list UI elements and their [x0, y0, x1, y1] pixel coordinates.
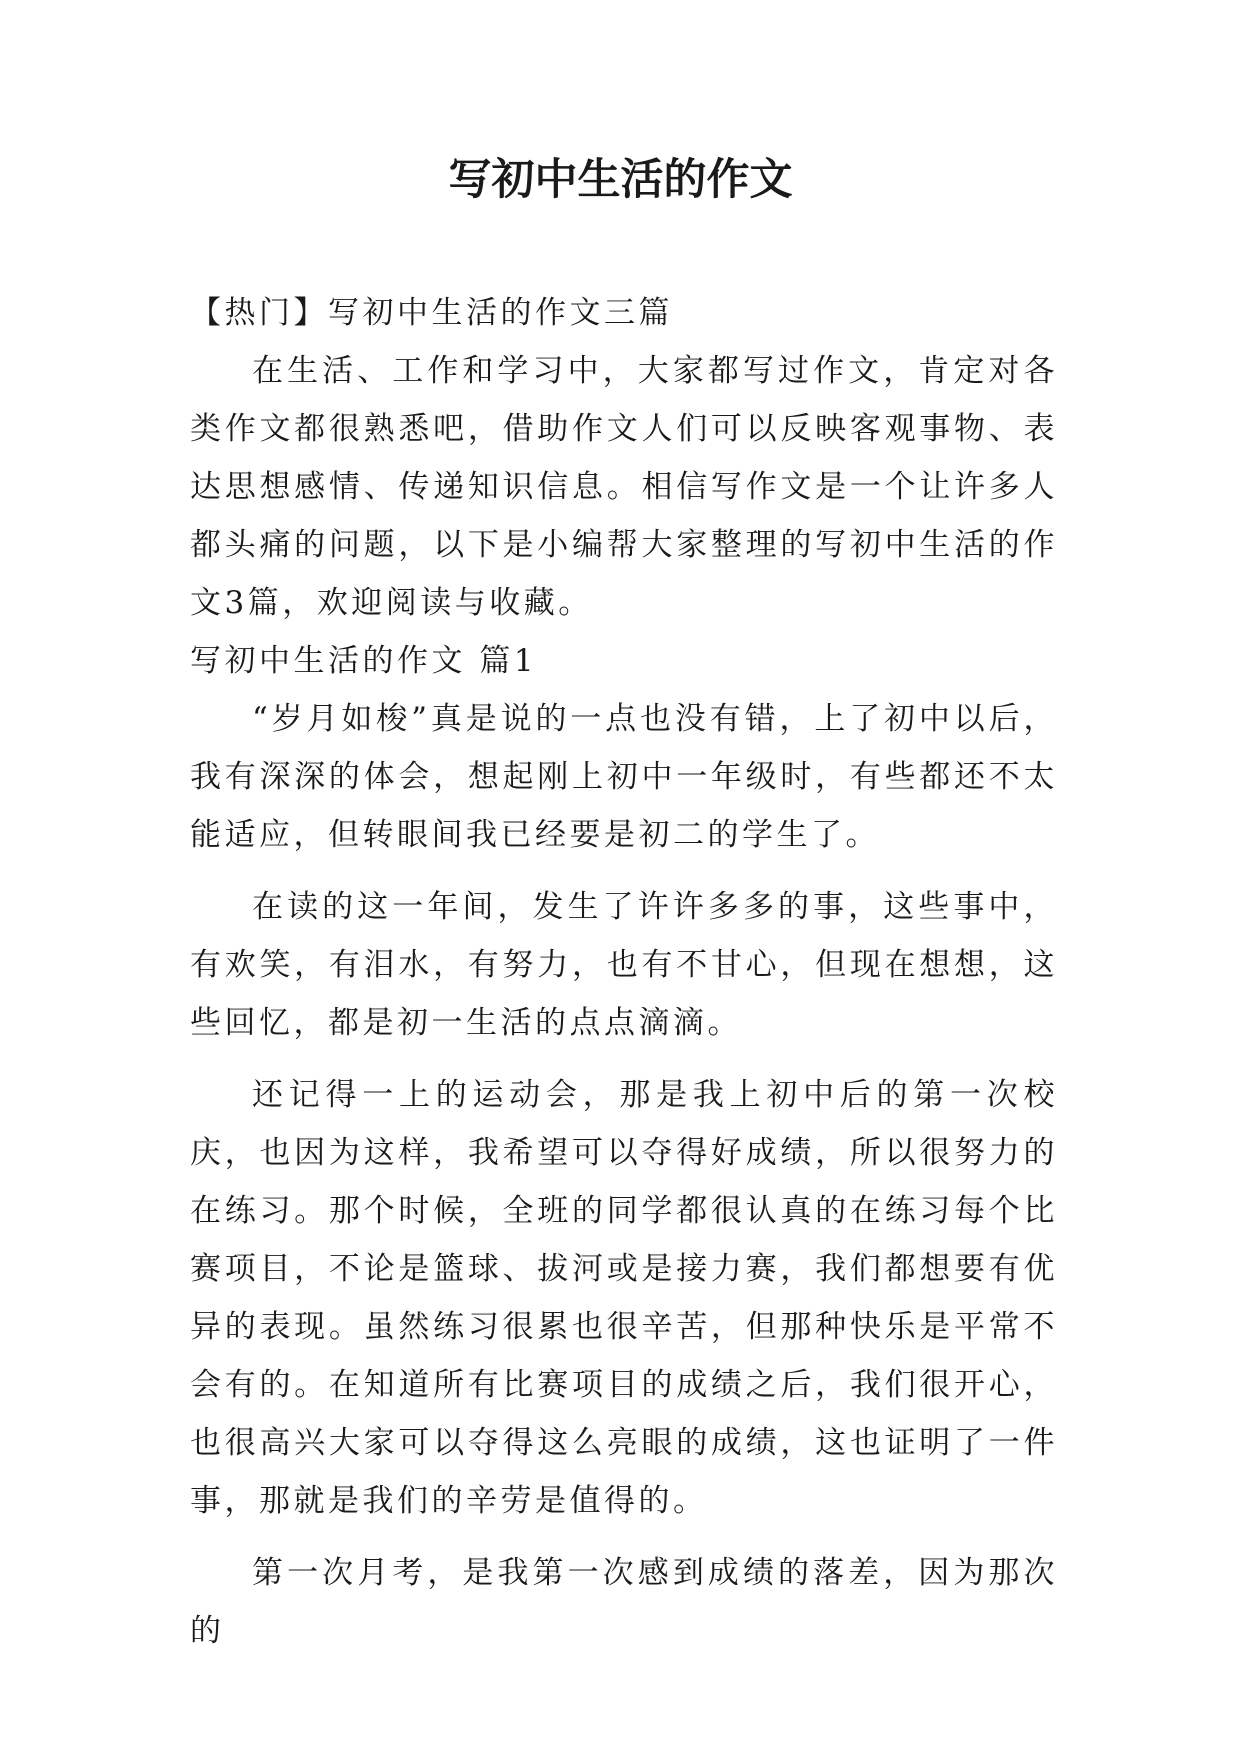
body-paragraph: 在读的这一年间，发生了许许多多的事，这些事中，有欢笑，有泪水，有努力，也有不甘心，但现在想想，这些回忆，都是初一生活的点点滴滴。: [190, 889, 1058, 1041]
subtitle: 【热门】写初中生活的作文三篇: [190, 295, 673, 331]
section-heading: 写初中生活的作文 篇1: [190, 643, 538, 679]
body-paragraph: 第一次月考，是我第一次感到成绩的落差，因为那次的: [190, 1555, 1058, 1649]
intro-paragraph: 在生活、工作和学习中，大家都写过作文，肯定对各类作文都很熟悉吧，借助作文人们可以反映客观事物、表达思想感情、传递知识信息。相信写作文是一个让许多人都头痛的问题，以下是小编帮大家整理的写初中生活的作文3篇，欢迎阅读与收藏。: [190, 353, 1058, 621]
body-paragraph: 还记得一上的运动会，那是我上初中后的第一次校庆，也因为这样，我希望可以夺得好成绩，所以很努力的在练习。那个时候，全班的同学都很认真的在练习每个比赛项目，不论是篮球、拔河或是接力赛，我们都想要有优异的表现。虽然练习很累也很辛苦，但那种快乐是平常不会有的。在知道所有比赛项目的成绩之后，我们很开心，也很高兴大家可以夺得这么亮眼的成绩，这也证明了一件事，那就是我们的辛劳是值得的。: [190, 1077, 1058, 1519]
document-body: [190, 284, 1058, 1660]
document-title: 写初中生活的作文: [448, 155, 793, 205]
body-paragraph: “岁月如梭”真是说的一点也没有错，上了初中以后，我有深深的体会，想起刚上初中一年级时，有些都还不太能适应，但转眼间我已经要是初二的学生了。: [190, 701, 1058, 853]
